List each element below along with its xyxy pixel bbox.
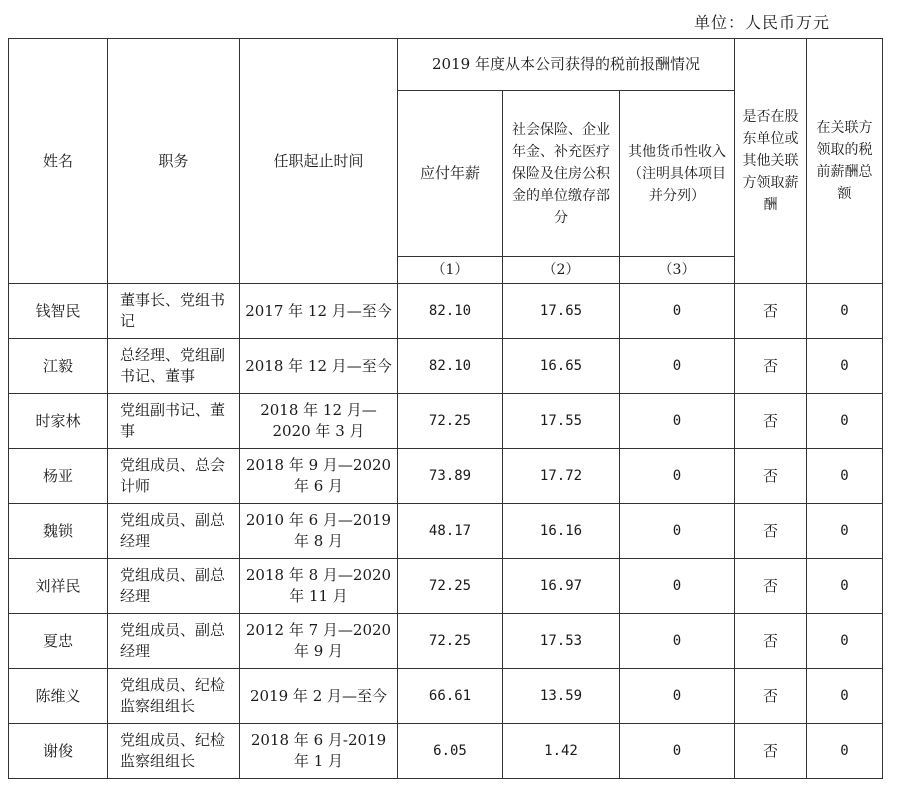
cell-shareholder: 否 xyxy=(735,614,807,669)
cell-other: 0 xyxy=(620,504,735,559)
cell-shareholder: 否 xyxy=(735,449,807,504)
cell-social: 17.55 xyxy=(503,394,620,449)
table-header xyxy=(9,39,883,284)
cell-other: 0 xyxy=(620,614,735,669)
header-index-1: （1） xyxy=(398,257,503,284)
cell-position: 党组成员、总会计师 xyxy=(108,449,240,504)
cell-position: 党组成员、纪检监察组组长 xyxy=(108,669,240,724)
cell-social: 16.65 xyxy=(503,339,620,394)
table-row xyxy=(9,724,883,779)
cell-shareholder: 否 xyxy=(735,559,807,614)
cell-position: 党组副书记、董事 xyxy=(108,394,240,449)
cell-term: 2017 年 12 月—至今 xyxy=(240,284,398,339)
table-row xyxy=(9,394,883,449)
cell-related: 0 xyxy=(807,504,883,559)
cell-social: 1.42 xyxy=(503,724,620,779)
table-row xyxy=(9,614,883,669)
cell-related: 0 xyxy=(807,559,883,614)
table-row xyxy=(9,559,883,614)
cell-related: 0 xyxy=(807,284,883,339)
cell-salary: 72.25 xyxy=(398,394,503,449)
header-other: 其他货币性收入（注明具体项目并分列） xyxy=(620,91,735,257)
cell-related: 0 xyxy=(807,669,883,724)
cell-shareholder: 否 xyxy=(735,669,807,724)
cell-other: 0 xyxy=(620,284,735,339)
cell-term: 2018 年 12 月—至今 xyxy=(240,339,398,394)
cell-name: 魏锁 xyxy=(9,504,108,559)
cell-salary: 82.10 xyxy=(398,339,503,394)
cell-position: 党组成员、副总经理 xyxy=(108,559,240,614)
header-shareholder: 是否在股东单位或其他关联方领取薪酬 xyxy=(735,39,807,284)
cell-name: 夏忠 xyxy=(9,614,108,669)
cell-term: 2010 年 6 月—2019 年 8 月 xyxy=(240,504,398,559)
cell-salary: 72.25 xyxy=(398,614,503,669)
cell-position: 党组成员、副总经理 xyxy=(108,504,240,559)
header-related: 在关联方领取的税前薪酬总额 xyxy=(807,39,883,284)
header-position: 职务 xyxy=(108,39,240,284)
cell-related: 0 xyxy=(807,339,883,394)
cell-social: 13.59 xyxy=(503,669,620,724)
cell-position: 董事长、党组书记 xyxy=(108,284,240,339)
table-row xyxy=(9,284,883,339)
cell-position: 党组成员、副总经理 xyxy=(108,614,240,669)
cell-other: 0 xyxy=(620,339,735,394)
header-name: 姓名 xyxy=(9,39,108,284)
cell-related: 0 xyxy=(807,394,883,449)
cell-related: 0 xyxy=(807,449,883,504)
cell-other: 0 xyxy=(620,394,735,449)
header-social: 社会保险、企业年金、补充医疗保险及住房公积金的单位缴存部分 xyxy=(503,91,620,257)
table-body xyxy=(9,284,883,779)
cell-shareholder: 否 xyxy=(735,504,807,559)
cell-shareholder: 否 xyxy=(735,724,807,779)
cell-term: 2018 年 12 月—2020 年 3 月 xyxy=(240,394,398,449)
header-index-3: （3） xyxy=(620,257,735,284)
cell-position: 总经理、党组副书记、董事 xyxy=(108,339,240,394)
cell-social: 16.97 xyxy=(503,559,620,614)
cell-name: 江毅 xyxy=(9,339,108,394)
cell-related: 0 xyxy=(807,724,883,779)
cell-salary: 82.10 xyxy=(398,284,503,339)
cell-social: 17.53 xyxy=(503,614,620,669)
cell-shareholder: 否 xyxy=(735,394,807,449)
cell-other: 0 xyxy=(620,559,735,614)
cell-salary: 73.89 xyxy=(398,449,503,504)
cell-other: 0 xyxy=(620,724,735,779)
cell-social: 16.16 xyxy=(503,504,620,559)
cell-salary: 72.25 xyxy=(398,559,503,614)
cell-term: 2018 年 9 月—2020 年 6 月 xyxy=(240,449,398,504)
header-salary: 应付年薪 xyxy=(398,91,503,257)
cell-term: 2019 年 2 月—至今 xyxy=(240,669,398,724)
table-row xyxy=(9,449,883,504)
cell-shareholder: 否 xyxy=(735,339,807,394)
cell-term: 2018 年 6 月-2019 年 1 月 xyxy=(240,724,398,779)
header-group: 2019 年度从本公司获得的税前报酬情况 xyxy=(398,39,735,91)
table-row xyxy=(9,504,883,559)
cell-name: 刘祥民 xyxy=(9,559,108,614)
cell-social: 17.72 xyxy=(503,449,620,504)
cell-name: 时家林 xyxy=(9,394,108,449)
cell-other: 0 xyxy=(620,449,735,504)
cell-shareholder: 否 xyxy=(735,284,807,339)
compensation-table xyxy=(8,38,883,779)
cell-term: 2012 年 7 月—2020 年 9 月 xyxy=(240,614,398,669)
cell-position: 党组成员、纪检监察组组长 xyxy=(108,724,240,779)
cell-other: 0 xyxy=(620,669,735,724)
cell-name: 谢俊 xyxy=(9,724,108,779)
cell-salary: 6.05 xyxy=(398,724,503,779)
cell-term: 2018 年 8 月—2020 年 11 月 xyxy=(240,559,398,614)
cell-name: 陈维义 xyxy=(9,669,108,724)
table-row xyxy=(9,339,883,394)
cell-name: 杨亚 xyxy=(9,449,108,504)
header-index-2: （2） xyxy=(503,257,620,284)
cell-salary: 48.17 xyxy=(398,504,503,559)
cell-salary: 66.61 xyxy=(398,669,503,724)
cell-name: 钱智民 xyxy=(9,284,108,339)
cell-related: 0 xyxy=(807,614,883,669)
unit-label: 单位：人民币万元 xyxy=(693,13,830,32)
table-row xyxy=(9,669,883,724)
cell-social: 17.65 xyxy=(503,284,620,339)
header-term: 任职起止时间 xyxy=(240,39,398,284)
